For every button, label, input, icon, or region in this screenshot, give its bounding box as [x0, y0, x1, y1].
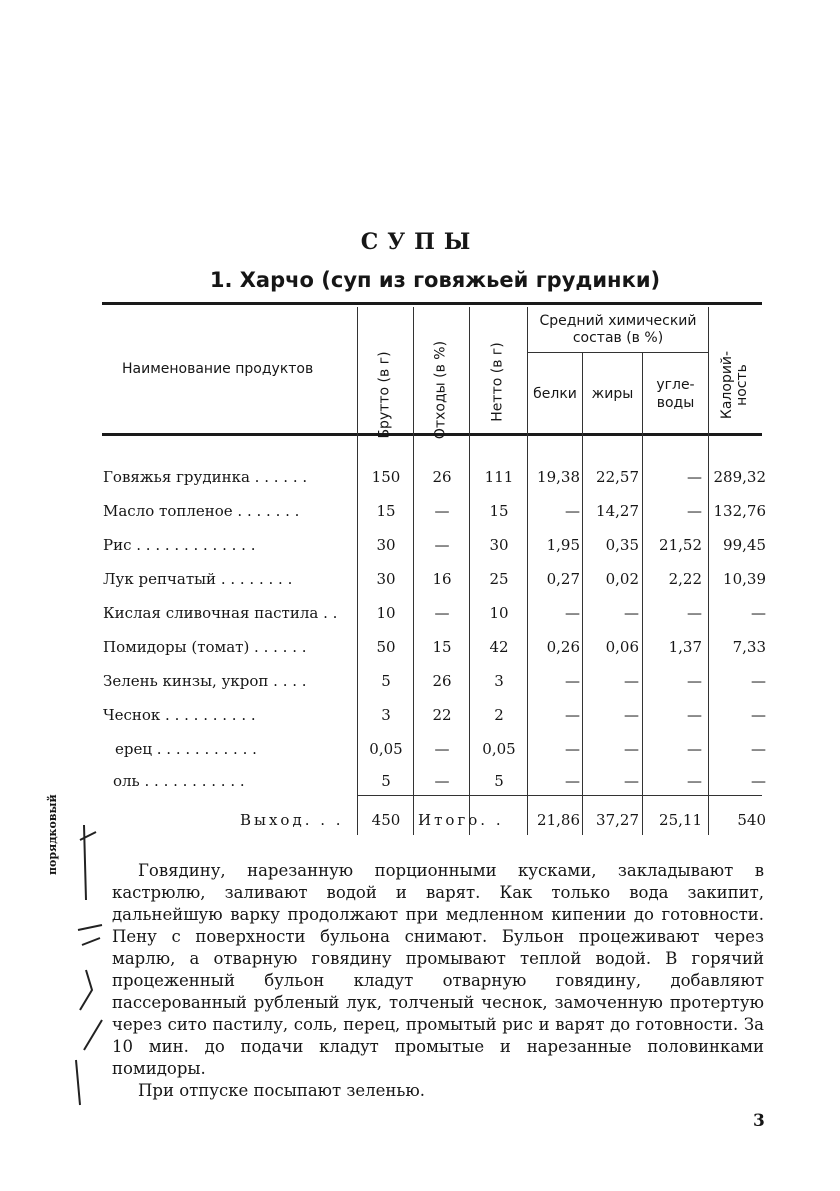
product-name: Зелень кинзы, укроп . . . .: [103, 672, 307, 690]
kal-value: 7,33: [732, 638, 766, 656]
zhiry-value: —: [624, 604, 639, 622]
zhiry-value: 0,06: [605, 638, 639, 656]
table-top-rule: [102, 302, 762, 305]
othody-value: 26: [432, 468, 452, 486]
table-row: [0, 502, 840, 530]
othody-value: —: [434, 740, 450, 758]
brutto-value: 15: [376, 502, 396, 520]
product-name: Лук репчатый . . . . . . . .: [103, 570, 293, 588]
netto-value: 0,05: [482, 740, 516, 758]
table-row: [0, 638, 840, 666]
instructions-paragraph: Говядину, нарезанную порционными кусками, закладывают в кастрюлю, заливают водой и варят. Как только вода закипит, дальнейшую варку продолжают при медленном кипении до готовности. Пену с поверхности бульона снимают. Бульон процеживают через марлю, а отварную говядину промывают теплой водой. В горячий процеженный бульон кладут отварную говядину, добавляют пассерованный рубленый лук, толченый чеснок, замоченную протертую через сито пастилу, соль, перец, промытый рис и варят до готовности. За 10 мин. до подачи кладут промытые и нарезанные половинками помидоры.: [112, 861, 764, 1078]
ugle-value: —: [687, 772, 702, 790]
othody-value: —: [434, 772, 450, 790]
total-ugle: 25,11: [659, 811, 702, 829]
product-name: Помидоры (томат) . . . . . .: [103, 638, 307, 656]
ugle-value: 21,52: [659, 536, 702, 554]
margin-annotation: [46, 794, 112, 1110]
kal-value: —: [751, 740, 766, 758]
product-name: Чеснок . . . . . . . . . .: [103, 706, 256, 724]
header-kaloriynost: Калорий- ность: [719, 350, 750, 420]
belki-value: 19,38: [537, 468, 580, 486]
kal-value: —: [751, 706, 766, 724]
zhiry-value: —: [624, 740, 639, 758]
header-ugle-line1: угле-: [656, 377, 695, 393]
belki-value: 0,26: [546, 638, 580, 656]
belki-value: —: [565, 604, 580, 622]
belki-value: 0,27: [546, 570, 580, 588]
total-zhiry: 37,27: [596, 811, 639, 829]
ugle-value: —: [687, 502, 702, 520]
netto-value: 111: [484, 468, 514, 486]
brutto-value: 50: [376, 638, 396, 656]
netto-value: 25: [489, 570, 509, 588]
brutto-value: 0,05: [369, 740, 403, 758]
product-name: Масло топленое . . . . . . .: [103, 502, 300, 520]
othody-value: —: [434, 536, 450, 554]
netto-value: 42: [489, 638, 509, 656]
header-composition-line2: состав (в %): [572, 330, 664, 346]
header-othody: Отходы (в %): [432, 340, 449, 440]
kal-value: —: [751, 604, 766, 622]
product-name: оль . . . . . . . . . . .: [113, 772, 245, 790]
table-footer-row: [0, 811, 840, 839]
brutto-value: 10: [376, 604, 396, 622]
header-netto: Нетто (в г): [489, 342, 506, 422]
zhiry-value: 0,35: [605, 536, 639, 554]
serving-paragraph: При отпуске посыпают зеленью.: [138, 1081, 426, 1100]
zhiry-value: 14,27: [596, 502, 639, 520]
table-row: [0, 604, 840, 632]
zhiry-value: —: [624, 706, 639, 724]
brutto-value: 150: [371, 468, 401, 486]
belki-value: —: [565, 740, 580, 758]
othody-value: 22: [432, 706, 452, 724]
zhiry-value: 22,57: [596, 468, 639, 486]
section-title: СУПЫ: [360, 229, 480, 255]
margin-scribble-icon: [72, 820, 112, 1110]
header-belki: белки: [533, 386, 577, 402]
vyhod-label: Выход. . .: [240, 811, 344, 829]
page-number: 3: [753, 1111, 765, 1131]
zhiry-value: 0,02: [605, 570, 639, 588]
ugle-value: —: [687, 604, 702, 622]
table-row: [0, 570, 840, 598]
othody-value: —: [434, 502, 450, 520]
recipe-title: 1. Харчо (суп из говяжьей грудинки): [209, 268, 661, 292]
recipe-instructions: [112, 860, 764, 1102]
kal-value: 132,76: [713, 502, 766, 520]
header-product-name: Наименование продуктов: [122, 361, 314, 377]
itogo-label: Итого. .: [418, 811, 504, 829]
othody-value: —: [434, 604, 450, 622]
table-row: [0, 772, 840, 800]
table-row: [0, 536, 840, 564]
belki-value: —: [565, 772, 580, 790]
kal-value: 10,39: [723, 570, 766, 588]
belki-value: —: [565, 706, 580, 724]
total-belki: 21,86: [537, 811, 580, 829]
vyhod-value: 450: [371, 811, 401, 829]
netto-value: 5: [494, 772, 504, 790]
ugle-value: 1,37: [668, 638, 702, 656]
netto-value: 15: [489, 502, 509, 520]
product-name: Кислая сливочная пастила . .: [103, 604, 338, 622]
netto-value: 10: [489, 604, 509, 622]
zhiry-value: —: [624, 672, 639, 690]
header-composition-line1: Средний химический: [539, 313, 697, 329]
header-zhiry: жиры: [591, 386, 634, 402]
table-row: [0, 468, 840, 496]
ugle-value: —: [687, 672, 702, 690]
composition-subrule: [528, 352, 708, 353]
zhiry-value: —: [624, 772, 639, 790]
brutto-value: 5: [381, 772, 391, 790]
kal-value: —: [751, 772, 766, 790]
table-row: [0, 706, 840, 734]
brutto-value: 3: [381, 706, 391, 724]
netto-value: 3: [494, 672, 504, 690]
othody-value: 15: [432, 638, 452, 656]
othody-value: 16: [432, 570, 452, 588]
netto-value: 2: [494, 706, 504, 724]
table-row: [0, 672, 840, 700]
belki-value: —: [565, 502, 580, 520]
ugle-value: —: [687, 740, 702, 758]
brutto-value: 5: [381, 672, 391, 690]
kal-value: —: [751, 672, 766, 690]
product-name: Говяжья грудинка . . . . . .: [103, 468, 308, 486]
kal-value: 289,32: [713, 468, 766, 486]
ugle-value: —: [687, 706, 702, 724]
brutto-value: 30: [376, 536, 396, 554]
ugle-value: 2,22: [668, 570, 702, 588]
total-kal: 540: [737, 811, 766, 829]
kal-value: 99,45: [723, 536, 766, 554]
netto-value: 30: [489, 536, 509, 554]
product-name: ерец . . . . . . . . . . .: [115, 740, 257, 758]
othody-value: 26: [432, 672, 452, 690]
brutto-value: 30: [376, 570, 396, 588]
header-brutto: Брутто (в г): [376, 351, 393, 439]
belki-value: 1,95: [546, 536, 580, 554]
header-ugle-line2: воды: [656, 395, 695, 411]
ugle-value: —: [687, 468, 702, 486]
table-row: [0, 740, 840, 768]
belki-value: —: [565, 672, 580, 690]
margin-note-text: порядковый: [46, 794, 59, 875]
product-name: Рис . . . . . . . . . . . . .: [103, 536, 256, 554]
